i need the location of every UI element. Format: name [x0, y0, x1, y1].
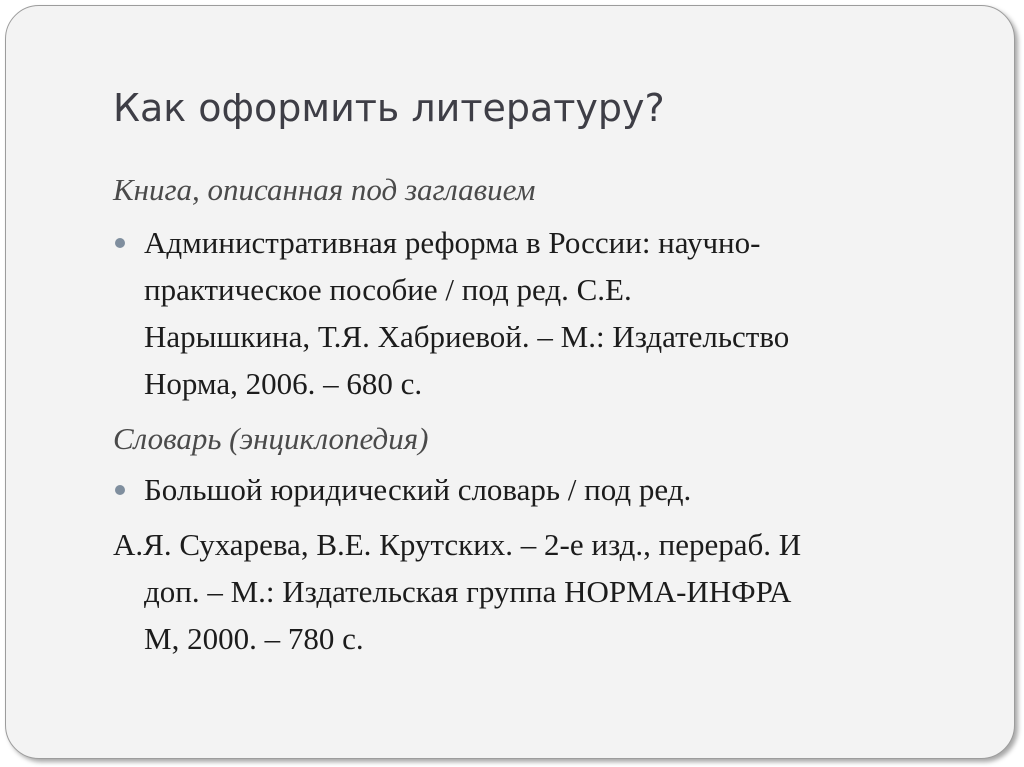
book-line-3: Нарышкина, Т.Я. Хабриевой. – М.: Издательство [144, 319, 790, 354]
dictionary-continuation [113, 521, 963, 662]
dictionary-line-1: А.Я. Сухарева, В.Е. Крутских. – 2-е изд., перераб. И [113, 527, 802, 562]
slide-content [113, 166, 963, 662]
book-line-1: Административная реформа в России: научно- [144, 225, 761, 260]
bullet-book-reference [113, 219, 963, 407]
section-heading-dictionary: Словарь (энциклопедия) [113, 421, 429, 456]
dictionary-bullet-line: Большой юридический словарь / под ред. [144, 472, 692, 507]
bullet-dictionary-reference [113, 466, 963, 513]
book-line-4: Норма, 2006. – 680 с. [144, 366, 423, 401]
section-heading-book: Книга, описанная под заглавием [113, 172, 536, 207]
bullet-dot-icon [115, 238, 125, 248]
dictionary-line-3: М, 2000. – 780 с. [144, 621, 364, 656]
book-line-2: практическое пособие / под ред. С.Е. [144, 272, 632, 307]
bullet-dot-icon [115, 485, 125, 495]
dictionary-line-2: доп. – М.: Издательская группа НОРМА-ИНФРА [144, 574, 792, 609]
slide-title: Как оформить литературу? [113, 86, 665, 130]
